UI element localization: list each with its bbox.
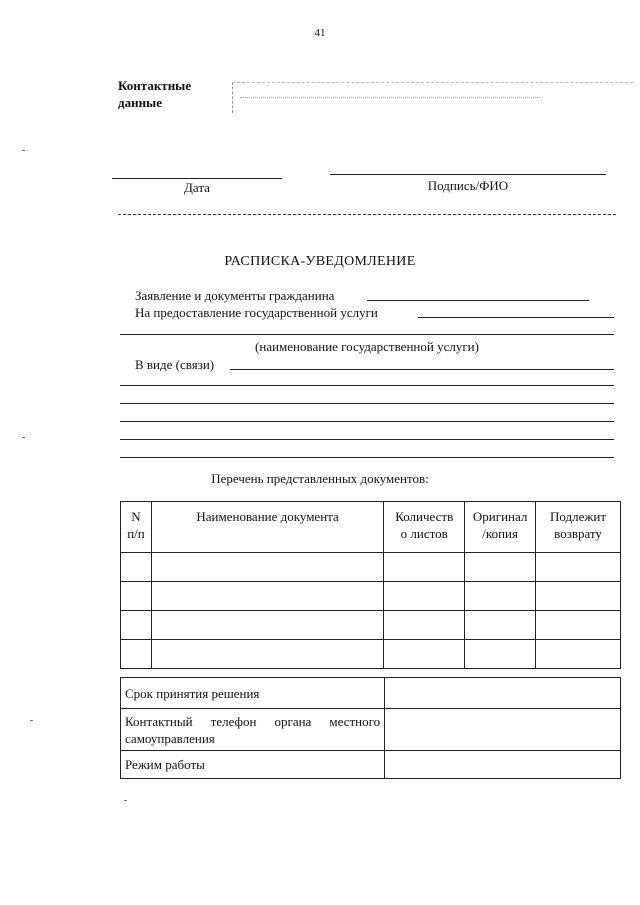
table-row [121, 640, 621, 669]
scan-speck [22, 437, 25, 438]
table-cell [121, 553, 152, 582]
header-document-name-text: Наименование документа [196, 509, 339, 524]
header-original-copy-line1: Оригинал [472, 509, 528, 524]
header-original-copy-line2: /копия [482, 526, 518, 541]
table-cell [384, 640, 465, 669]
table-cell [384, 553, 465, 582]
table-cell [151, 582, 383, 611]
date-line [112, 178, 282, 179]
info-row-work-mode [121, 751, 621, 779]
header-sheet-count-line1: Количеств [395, 509, 454, 524]
documents-title: Перечень представленных документов: [211, 471, 429, 486]
decision-term-label: Срок принятия решения [121, 678, 385, 709]
header-return [536, 502, 621, 553]
header-return-line2: возврату [554, 526, 602, 541]
form-fill-line [230, 356, 614, 370]
header-number [121, 502, 152, 553]
scan-speck [22, 150, 25, 151]
blank-line-5 [120, 457, 614, 458]
signature-line [330, 174, 606, 175]
service-text: На предоставление государственной услуги [135, 305, 378, 320]
receipt-title: РАСПИСКА-УВЕДОМЛЕНИЕ [224, 254, 416, 269]
info-table [120, 677, 621, 779]
table-cell [465, 611, 536, 640]
phone-value [385, 709, 621, 751]
table-row [121, 553, 621, 582]
service-fill-line [418, 304, 614, 318]
table-cell [384, 582, 465, 611]
cut-line [118, 214, 616, 215]
table-cell [465, 582, 536, 611]
table-cell [536, 611, 621, 640]
applicant-text: Заявление и документы гражданина [135, 288, 335, 303]
table-row [121, 611, 621, 640]
decision-term-value [385, 678, 621, 709]
contact-label [118, 77, 228, 111]
header-document-name [151, 502, 383, 553]
table-cell [536, 640, 621, 669]
header-number-line1: N [131, 509, 141, 524]
work-mode-label: Режим работы [121, 751, 385, 779]
phone-label [121, 709, 385, 751]
table-row [121, 582, 621, 611]
service-full-line [120, 334, 614, 335]
documents-header-row [121, 502, 621, 553]
blank-line-4 [120, 439, 614, 440]
contact-dotted-line [240, 97, 540, 98]
table-cell [465, 640, 536, 669]
blank-line-3 [120, 421, 614, 422]
blank-line-1 [120, 385, 614, 386]
phone-label-line2: самоуправления [125, 730, 215, 746]
header-sheet-count [384, 502, 465, 553]
service-caption: (наименование государственной услуги) [255, 339, 479, 354]
contact-label-line1: Контактные [118, 78, 192, 93]
table-cell [536, 582, 621, 611]
contact-label-line2: данные [118, 95, 162, 110]
table-cell [151, 553, 383, 582]
info-row-decision-term [121, 678, 621, 709]
table-cell [536, 553, 621, 582]
applicant-fill-line [367, 287, 589, 301]
header-number-line2: п/п [127, 526, 145, 541]
documents-table [120, 501, 621, 669]
date-label: Дата [184, 180, 210, 195]
table-cell [151, 611, 383, 640]
header-original-copy [465, 502, 536, 553]
header-return-line1: Подлежит [550, 509, 607, 524]
blank-line-2 [120, 403, 614, 404]
table-cell [384, 611, 465, 640]
form-text: В виде (связи) [135, 357, 215, 372]
signature-label: Подпись/ФИО [427, 178, 509, 193]
table-cell [151, 640, 383, 669]
scan-speck [124, 800, 127, 801]
header-sheet-count-line2: о листов [400, 526, 448, 541]
info-row-phone [121, 709, 621, 751]
table-cell [121, 611, 152, 640]
page-number: 41 [314, 27, 326, 39]
work-mode-value [385, 751, 621, 779]
table-cell [465, 553, 536, 582]
scan-speck [30, 720, 33, 721]
phone-label-line1: Контактный телефон органа местного [125, 713, 381, 729]
table-cell [121, 582, 152, 611]
table-cell [121, 640, 152, 669]
